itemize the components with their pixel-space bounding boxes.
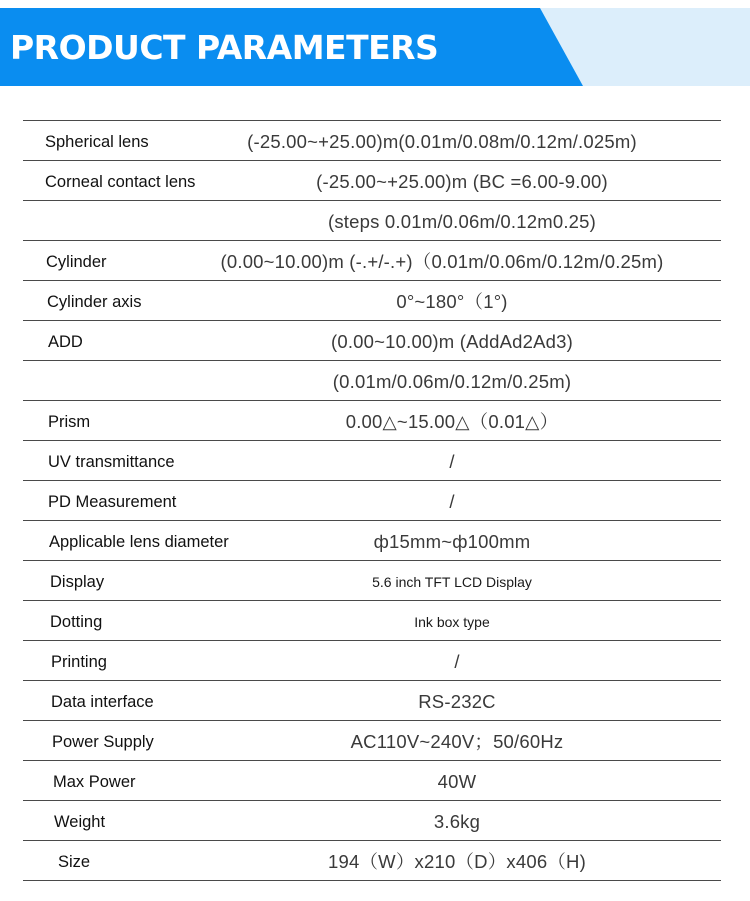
row-label: Cylinder xyxy=(46,253,107,271)
row-label: ADD xyxy=(48,333,83,351)
table-row xyxy=(23,761,721,801)
row-value: (-25.00~+25.00)m (BC =6.00-9.00) xyxy=(316,171,608,192)
table-row xyxy=(23,521,721,561)
row-value: 194（W）x210（D）x406（H) xyxy=(328,851,586,872)
row-label: Power Supply xyxy=(52,733,154,751)
table-row xyxy=(23,201,721,241)
row-value: Ink box type xyxy=(414,614,490,630)
row-label: Weight xyxy=(54,813,106,831)
table-row xyxy=(23,601,721,641)
row-value: / xyxy=(454,651,460,672)
row-label: Size xyxy=(58,853,91,871)
row-label: Applicable lens diameter xyxy=(49,533,229,551)
row-value: / xyxy=(449,491,455,512)
row-value: (-25.00~+25.00)m(0.01m/0.08m/0.12m/.025m) xyxy=(247,131,637,152)
row-label: PD Measurement xyxy=(48,493,177,511)
table-row xyxy=(23,841,721,881)
table-row xyxy=(23,561,721,601)
page-title: PRODUCT PARAMETERS xyxy=(10,28,439,67)
row-value: RS-232C xyxy=(418,691,496,712)
table-row xyxy=(23,121,721,161)
row-label: UV transmittance xyxy=(48,453,175,471)
row-value: 0°~180°（1°) xyxy=(396,291,508,312)
table-row xyxy=(23,641,721,681)
row-value: 0.00△~15.00△（0.01△） xyxy=(345,411,559,432)
row-label: Spherical lens xyxy=(45,133,149,151)
table-row xyxy=(23,361,721,401)
parameters-table xyxy=(23,120,721,881)
row-value: 40W xyxy=(437,771,477,792)
row-value: (0.01m/0.06m/0.12m/0.25m) xyxy=(332,371,572,392)
row-value: ф15mm~ф100mm xyxy=(373,531,531,552)
row-label: Display xyxy=(50,573,105,591)
table-row xyxy=(23,481,721,521)
row-value: (0.00~10.00)m (AddAd2Ad3) xyxy=(330,331,574,352)
row-label: Cylinder axis xyxy=(47,293,142,311)
row-value: AC110V~240V；50/60Hz xyxy=(350,731,564,752)
row-value: 3.6kg xyxy=(433,811,481,832)
row-label: Data interface xyxy=(51,693,154,711)
row-value: 5.6 inch TFT LCD Display xyxy=(372,574,532,590)
row-label: Prism xyxy=(48,413,91,431)
row-value: (steps 0.01m/0.06m/0.12m0.25) xyxy=(327,211,597,232)
row-label: Printing xyxy=(51,653,107,671)
table-row xyxy=(23,161,721,201)
table-row xyxy=(23,721,721,761)
table-row xyxy=(23,441,721,481)
row-label: Dotting xyxy=(50,613,103,631)
table-row xyxy=(23,681,721,721)
header-banner xyxy=(0,8,750,86)
row-value: (0.00~10.00)m (-.+/-.+)（0.01m/0.06m/0.12m/0.25m) xyxy=(220,251,664,272)
table-row xyxy=(23,281,721,321)
table-row xyxy=(23,241,721,281)
row-label: Max Power xyxy=(53,773,136,791)
table-row xyxy=(23,321,721,361)
table-row xyxy=(23,401,721,441)
table-row xyxy=(23,801,721,841)
row-value: / xyxy=(449,451,455,472)
row-label: Corneal contact lens xyxy=(45,173,196,191)
